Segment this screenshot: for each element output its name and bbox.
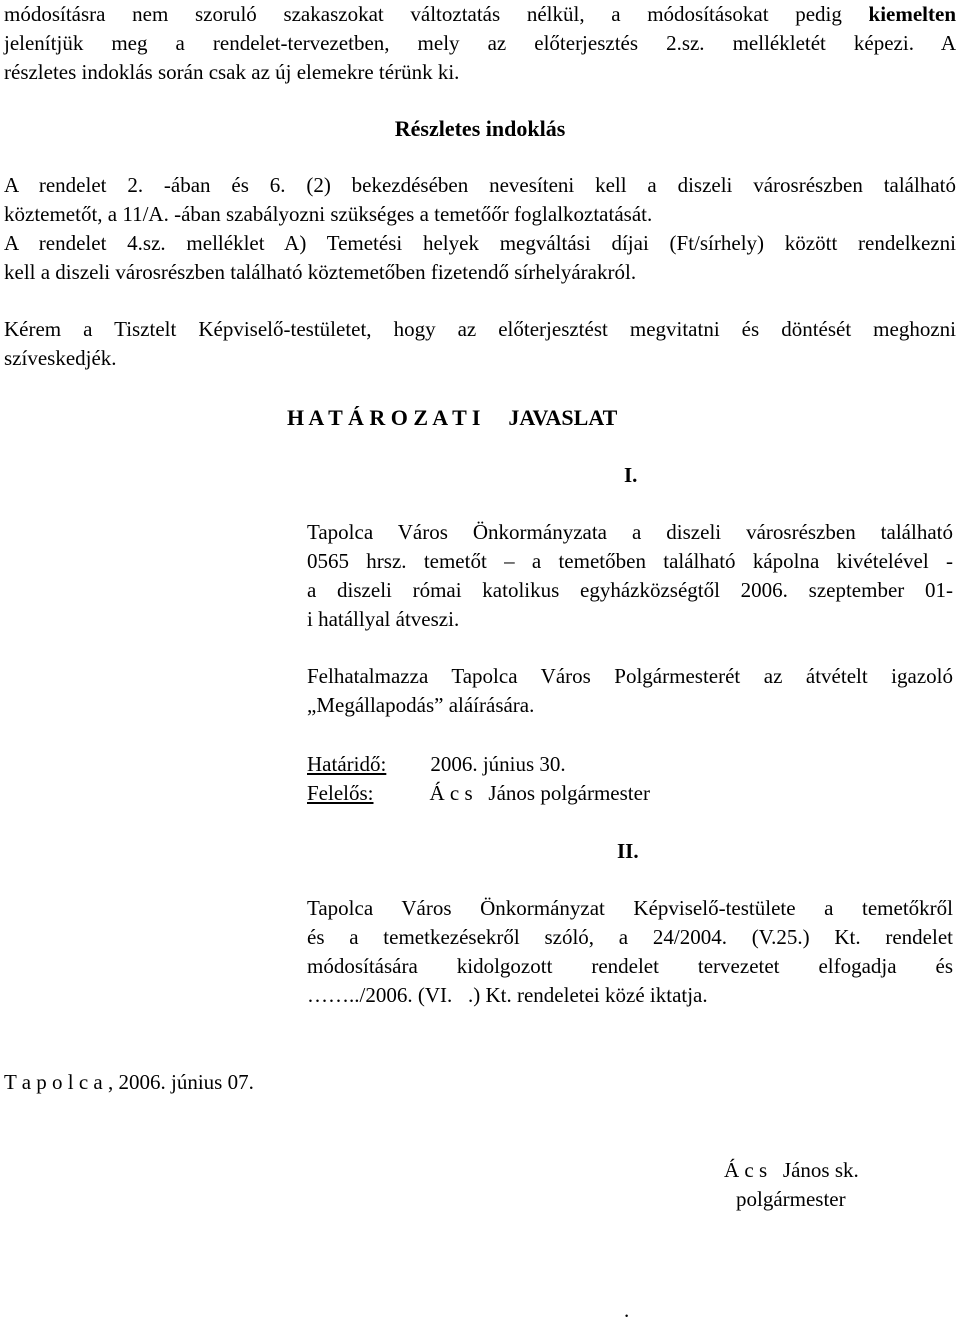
deadline-label: Határidő: <box>307 752 387 776</box>
section-2-line: Tapolca Város Önkormányzat Képviselő-testülete a temetőkről <box>307 896 953 920</box>
bold-emphasis: kiemelten <box>868 2 957 26</box>
request-line-1: Kérem a Tisztelt Képviselő-testületet, hogy az előterjesztést megvitatni és döntését meghozni <box>4 317 956 341</box>
deadline-row <box>307 750 566 779</box>
resolution-title <box>287 403 617 432</box>
intro-line-2: jelenítjük meg a rendelet-tervezetben, mely az előterjesztés 2.sz. mellékletét képezi. A <box>4 31 956 55</box>
intro-paragraph <box>4 0 956 87</box>
section-1-line: i hatállyal átveszi. <box>307 607 460 631</box>
request-line-2: szíveskedjék. <box>4 346 117 370</box>
signature-title: polgármester <box>736 1187 846 1211</box>
section-1-line: Tapolca Város Önkormányzata a diszeli városrészben található <box>307 520 953 544</box>
intro-line-3: részletes indoklás során csak az új elemekre térünk ki. <box>4 60 460 84</box>
section-2-numeral: II. <box>617 839 639 863</box>
deadline-value: 2006. június 30. <box>430 752 566 776</box>
signature-name: Á c s János sk. <box>724 1158 859 1182</box>
section-2-line: ……../2006. (VI. .) Kt. rendeletei közé iktatja. <box>307 983 708 1007</box>
section-1-line: „Megállapodás” aláírására. <box>307 693 535 717</box>
section-1-paragraph-2 <box>307 662 953 720</box>
section-2-line: módosítására kidolgozott rendelet tervezetet elfogadja és <box>307 954 953 978</box>
responsible-label: Felelős: <box>307 781 374 805</box>
section-1-line: 0565 hrsz. temetőt – a temetőben található kápolna kivételével - <box>307 549 953 573</box>
responsible-row <box>307 779 650 808</box>
detail-line-4: kell a diszeli városrészben található köztemetőben fizetendő sírhelyárakról. <box>4 260 637 284</box>
intro-line-1: módosításra nem szoruló szakaszokat változtatás nélkül, a módosításokat pedig kiemelten <box>4 2 957 26</box>
responsible-value: Á c s János polgármester <box>429 781 650 805</box>
detail-line-2: köztemetőt, a 11/A. -ában szabályozni szükséges a temetőőr foglalkoztatását. <box>4 202 653 226</box>
detail-line-1: A rendelet 2. -ában és 6. (2) bekezdésében nevesíteni kell a diszeli városrészben található <box>4 173 956 197</box>
detail-line-3: A rendelet 4.sz. melléklet A) Temetési helyek megváltási díjai (Ft/sírhely) között rendelkezni <box>4 231 956 255</box>
section-2-line: és a temetkezésekről szóló, a 24/2004. (V.25.) Kt. rendelet <box>307 925 953 949</box>
section-1-paragraph-1 <box>307 518 953 634</box>
detail-heading: Részletes indoklás <box>394 116 566 141</box>
section-1-numeral: I. <box>624 463 638 487</box>
resolution-title-a: H A T Á R O Z A T I <box>287 405 481 430</box>
section-1-line: a diszeli római katolikus egyházközségtől 2006. szeptember 01- <box>307 578 953 602</box>
resolution-title-b: JAVASLAT <box>508 405 618 430</box>
place-date: T a p o l c a , 2006. június 07. <box>4 1070 254 1094</box>
section-1-line: Felhatalmazza Tapolca Város Polgármesterét az átvételt igazoló <box>307 664 953 688</box>
detail-paragraph <box>4 171 956 287</box>
section-2-paragraph <box>307 894 953 1010</box>
footer-dot: . <box>624 1298 630 1322</box>
request-paragraph <box>4 315 956 373</box>
